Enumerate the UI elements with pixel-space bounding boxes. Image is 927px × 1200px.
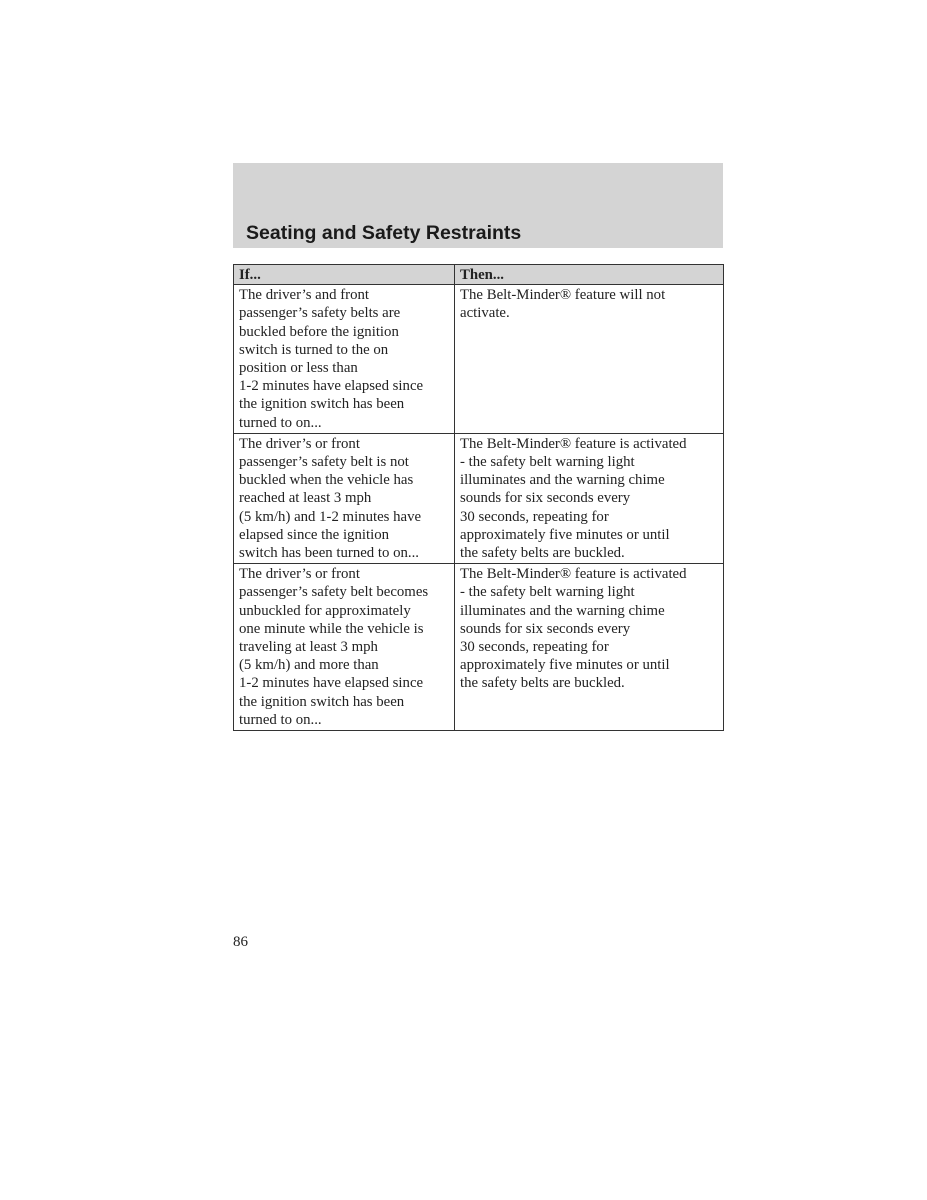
table-row xyxy=(234,285,724,434)
table-row xyxy=(234,433,724,563)
column-header-if: If... xyxy=(234,265,455,285)
result-cell: The Belt-Minder® feature is activated - the safety belt warning light illuminates and the warning chime sounds for six seconds every 30 seconds, repeating for approximately five minutes or until the safety belts are buckled. xyxy=(455,564,724,731)
section-header-band xyxy=(233,163,723,248)
condition-cell: The driver’s and front passenger’s safety belts are buckled before the ignition switch is turned to the on position or less than 1-2 minutes have elapsed since the ignition switch has been turned to on... xyxy=(234,285,455,434)
table-header-row xyxy=(234,265,724,285)
result-cell: The Belt-Minder® feature is activated - the safety belt warning light illuminates and the warning chime sounds for six seconds every 30 seconds, repeating for approximately five minutes or until the safety belts are buckled. xyxy=(455,433,724,563)
result-cell: The Belt-Minder® feature will not activate. xyxy=(455,285,724,434)
condition-cell: The driver’s or front passenger’s safety belt becomes unbuckled for approximately one minute while the vehicle is traveling at least 3 mph (5 km/h) and more than 1-2 minutes have elapsed since the ignition switch has been turned to on... xyxy=(234,564,455,731)
page-number: 86 xyxy=(233,934,248,950)
table-row xyxy=(234,564,724,731)
condition-cell: The driver’s or front passenger’s safety belt is not buckled when the vehicle has reached at least 3 mph (5 km/h) and 1-2 minutes have elapsed since the ignition switch has been turned to on... xyxy=(234,433,455,563)
belt-minder-conditions-table xyxy=(233,264,724,731)
column-header-then: Then... xyxy=(455,265,724,285)
section-title: Seating and Safety Restraints xyxy=(246,222,522,244)
